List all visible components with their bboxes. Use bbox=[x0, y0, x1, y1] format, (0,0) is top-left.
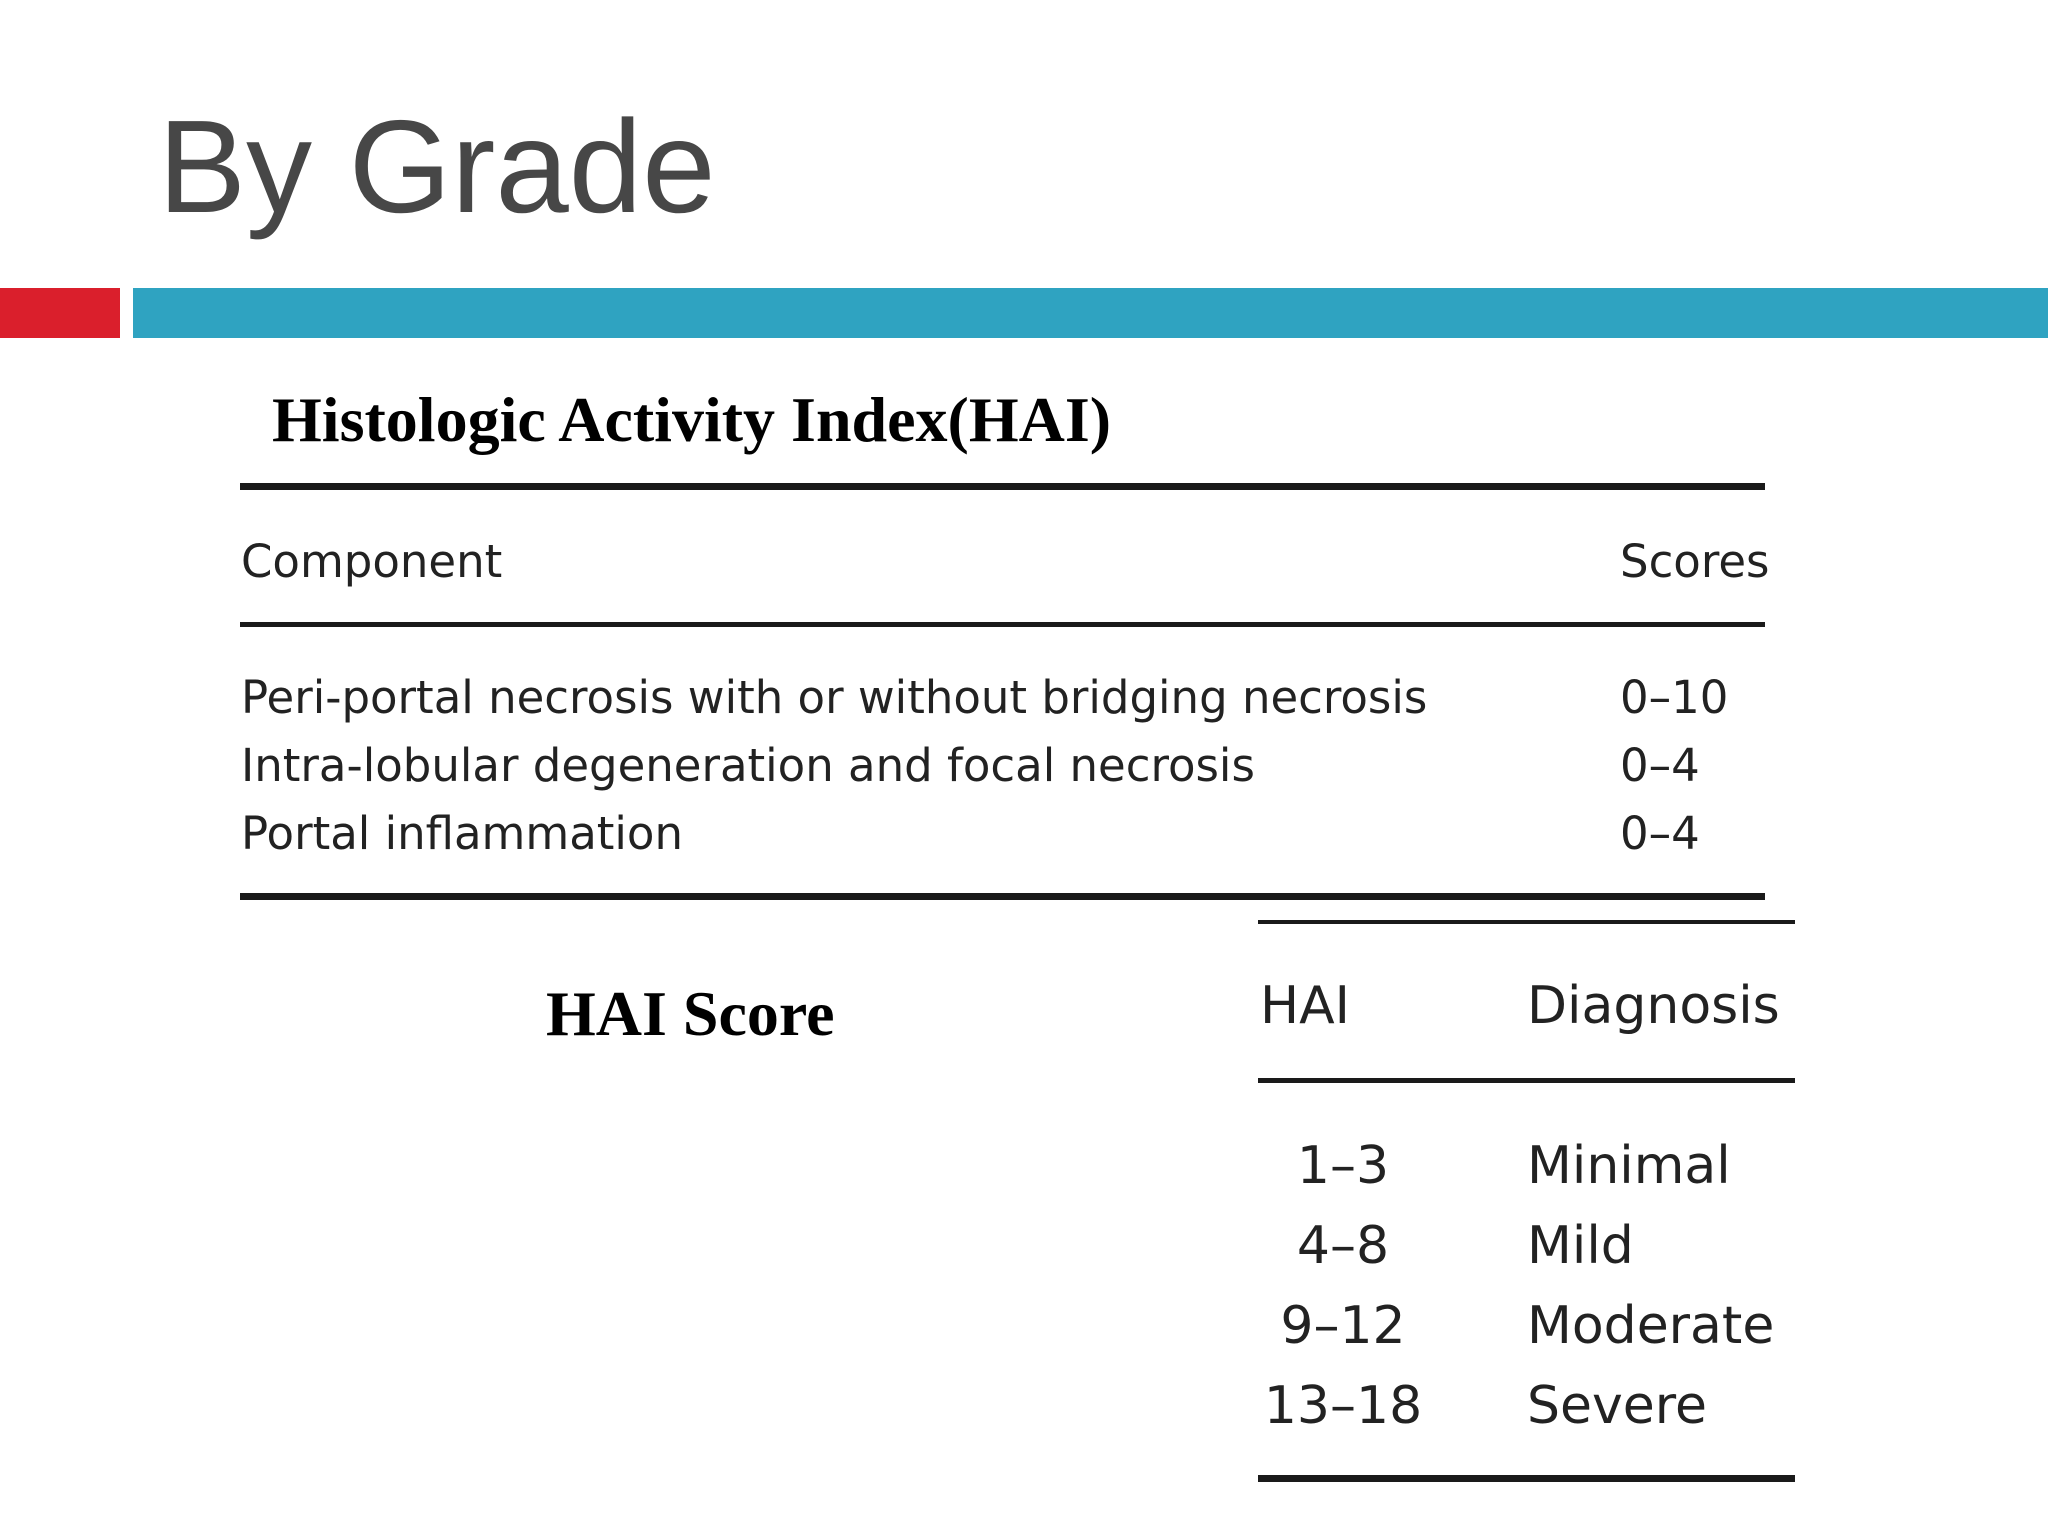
hai-table-cell-score: 0–10 bbox=[1620, 671, 1729, 724]
hai-table-header-component: Component bbox=[241, 535, 503, 588]
hai-table-cell-component: Peri-portal necrosis with or without bridging necrosis bbox=[241, 671, 1428, 724]
score-table-header-hai: HAI bbox=[1260, 976, 1351, 1036]
hai-table-cell-score: 0–4 bbox=[1620, 807, 1700, 860]
score-table-cell-diagnosis: Moderate bbox=[1527, 1296, 1775, 1356]
hai-table-heading: Histologic Activity Index(HAI) bbox=[272, 384, 1112, 455]
score-table-cell-diagnosis: Severe bbox=[1527, 1376, 1707, 1436]
score-table-cell-diagnosis: Minimal bbox=[1527, 1136, 1731, 1196]
hai-table-bottom-rule bbox=[240, 893, 1765, 900]
hai-table-cell-score: 0–4 bbox=[1620, 739, 1700, 792]
hai-table-top-rule bbox=[240, 483, 1765, 490]
score-table-header-diagnosis: Diagnosis bbox=[1527, 976, 1780, 1036]
hai-table-cell-component: Intra-lobular degeneration and focal necrosis bbox=[241, 739, 1255, 792]
score-table-bottom-rule bbox=[1258, 1475, 1795, 1482]
accent-bar-red bbox=[0, 288, 120, 338]
score-table-top-rule bbox=[1258, 920, 1795, 924]
score-table-heading: HAI Score bbox=[546, 978, 835, 1049]
score-table-cell-hai: 9–12 bbox=[1280, 1296, 1406, 1356]
score-table-cell-hai: 4–8 bbox=[1296, 1216, 1390, 1276]
score-table-cell-hai: 13–18 bbox=[1263, 1376, 1423, 1436]
slide-title: By Grade bbox=[158, 93, 716, 240]
hai-table-header-rule bbox=[240, 622, 1765, 627]
accent-bar-teal bbox=[133, 288, 2048, 338]
hai-table-cell-component: Portal inflammation bbox=[241, 807, 683, 860]
hai-table-header-scores: Scores bbox=[1620, 535, 1770, 588]
score-table-header-rule bbox=[1258, 1078, 1795, 1083]
score-table-cell-hai: 1–3 bbox=[1296, 1136, 1390, 1196]
score-table-cell-diagnosis: Mild bbox=[1527, 1216, 1634, 1276]
